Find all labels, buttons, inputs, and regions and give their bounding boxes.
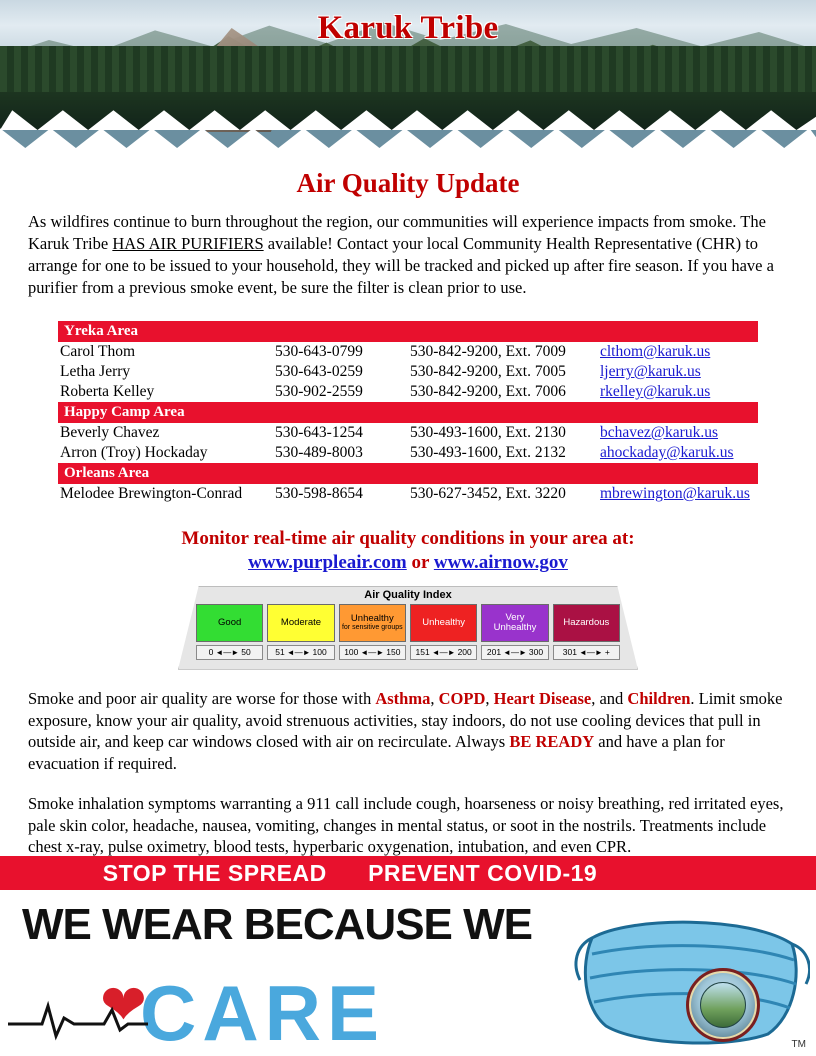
contact-name: Roberta Kelley — [60, 382, 155, 400]
covid-prevent-word: PREVENT — [368, 860, 481, 886]
aqi-category-label: Unhealthy — [350, 613, 394, 625]
para2-text-c: , — [485, 688, 494, 708]
aqi-category-row — [196, 604, 620, 642]
chr-contact-table — [58, 321, 758, 504]
seal-inner-emblem — [700, 982, 746, 1028]
section-header-orleans — [58, 463, 758, 484]
aqi-category-label: Good — [218, 616, 242, 628]
aqi-category-sublabel: for sensitive groups — [341, 624, 403, 632]
intro-text-part1: As wildfires continue to burn throughout the region, our communities will experience impacts from smoke. The Karuk Tribe — [28, 212, 766, 253]
aqi-category-label: Very Unhealthy — [493, 611, 537, 633]
para2-text-e: . Limit smoke exposure, know your air quality, avoid strenuous activities, stay indoors, do not use cooling devices that pull in outside air, and keep car windows closed with air on recirculate. Always — [28, 688, 783, 752]
contact-phone-office: 530-493-1600, Ext. 2132 — [410, 443, 566, 461]
contact-email-cell[interactable] — [598, 443, 758, 463]
aqi-range-start: 151 — [415, 647, 430, 658]
contact-email-cell[interactable] — [598, 382, 758, 402]
purpleair-link[interactable]: www.purpleair.com — [248, 551, 407, 573]
table-row — [58, 423, 758, 443]
condition-children: Children — [627, 688, 691, 708]
health-risk-paragraph — [28, 688, 788, 775]
contact-phone-office: 530-493-1600, Ext. 2130 — [410, 423, 566, 441]
contact-email-link[interactable]: ljerry@karuk.us — [600, 362, 701, 380]
page-title: Air Quality Update — [296, 168, 520, 198]
contact-name: Beverly Chavez — [60, 423, 160, 441]
section-header-happy-camp — [58, 402, 758, 423]
contact-email-link[interactable]: rkelley@karuk.us — [600, 382, 711, 400]
aqi-category-good — [196, 604, 263, 642]
contact-email-cell[interactable] — [598, 484, 758, 504]
range-arrow-icon: ◄—► — [360, 647, 385, 657]
monitor-conjunction: or — [406, 551, 434, 573]
be-ready-callout: BE READY — [509, 732, 595, 752]
aqi-category-label: Moderate — [280, 616, 322, 628]
aqi-category-very-unhealthy — [481, 604, 548, 642]
table-row — [58, 443, 758, 463]
contact-phone-primary: 530-643-1254 — [275, 423, 363, 441]
contact-phone-office: 530-842-9200, Ext. 7009 — [410, 342, 566, 360]
aqi-range-unhealthy — [410, 645, 477, 660]
covid-footer-banner — [0, 856, 816, 1056]
contact-phone-office: 530-842-9200, Ext. 7006 — [410, 382, 566, 400]
para2-text-b: , — [430, 688, 439, 708]
intro-text-part2: available! Contact your local Community Health Representative (CHR) to arrange for one to be issued to your household, they will be tracked and picked up after fire season. If you have a purifier from a previous smoke event, be sure the filter is clean prior to use. — [28, 233, 774, 297]
monitor-heading: Monitor real-time air quality conditions in your area at: — [181, 527, 635, 549]
contact-name: Arron (Troy) Hockaday — [60, 443, 208, 461]
range-arrow-icon: ◄—► — [578, 647, 603, 657]
condition-asthma: Asthma — [375, 688, 431, 708]
trademark-mark: TM — [791, 1039, 806, 1050]
aqi-range-end: 50 — [241, 647, 251, 658]
aqi-range-good — [196, 645, 263, 660]
air-quality-index-widget — [178, 586, 638, 670]
aqi-range-end: + — [604, 647, 610, 658]
aqi-title: Air Quality Index — [364, 588, 452, 601]
section-header-label: Yreka Area — [58, 321, 758, 342]
condition-copd: COPD — [438, 688, 486, 708]
we-wear-because-we-text: WE WEAR BECAUSE WE — [22, 900, 532, 949]
aqi-category-unhealthy-sensitive — [339, 604, 406, 642]
covid-stop-word: STOP — [102, 860, 167, 886]
aqi-category-unhealthy — [410, 604, 477, 642]
karuk-tribe-seal — [686, 968, 760, 1042]
table-row — [58, 342, 758, 362]
contact-email-link[interactable]: bchavez@karuk.us — [600, 423, 718, 441]
aqi-category-moderate — [267, 604, 334, 642]
contact-table-body — [58, 321, 758, 504]
aqi-range-very-unhealthy — [481, 645, 548, 660]
table-row — [58, 382, 758, 402]
tribe-title: Karuk Tribe — [317, 10, 499, 46]
contact-name: Carol Thom — [60, 342, 136, 360]
contact-phone-primary: 530-643-0259 — [275, 362, 363, 380]
aqi-range-end: 100 — [312, 647, 327, 658]
section-header-label: Happy Camp Area — [58, 402, 758, 423]
ekg-line-icon — [8, 996, 148, 1042]
range-arrow-icon: ◄—► — [215, 647, 240, 657]
contact-email-cell[interactable] — [598, 342, 758, 362]
contact-email-link[interactable]: clthom@karuk.us — [600, 342, 711, 360]
covid-slogan — [0, 860, 700, 887]
contact-phone-office: 530-627-3452, Ext. 3220 — [410, 484, 566, 502]
face-mask-icon — [570, 898, 810, 1048]
contact-phone-office: 530-842-9200, Ext. 7005 — [410, 362, 566, 380]
contact-name: Letha Jerry — [60, 362, 131, 380]
para2-text-d: , and — [591, 688, 628, 708]
aqi-range-start: 201 — [486, 647, 502, 658]
covid-covid19: COVID-19 — [480, 860, 598, 886]
care-text: CARE — [140, 969, 386, 1056]
aqi-category-label: Hazardous — [563, 616, 610, 628]
airnow-link[interactable]: www.airnow.gov — [433, 551, 568, 573]
aqi-range-unhealthy-sensitive — [339, 645, 406, 660]
aqi-category-hazardous — [553, 604, 620, 642]
aqi-range-end: 150 — [386, 647, 401, 658]
condition-heart-disease: Heart Disease — [493, 688, 592, 708]
aqi-range-start: 51 — [275, 647, 285, 658]
contact-email-link[interactable]: mbrewington@karuk.us — [600, 484, 750, 502]
range-arrow-icon: ◄—► — [503, 647, 527, 657]
covid-the-spread: THE SPREAD — [166, 860, 327, 886]
contact-phone-primary: 530-902-2559 — [275, 382, 363, 400]
covid-red-bar — [0, 856, 816, 890]
aqi-range-start: 301 — [562, 647, 577, 658]
contact-email-cell[interactable] — [598, 362, 758, 382]
header-banner — [0, 0, 816, 148]
para2-text-a: Smoke and poor air quality are worse for those with — [28, 688, 376, 708]
intro-highlight-air-purifiers: HAS AIR PURIFIERS — [112, 233, 264, 253]
aqi-range-moderate — [267, 645, 334, 660]
aqi-range-start: 0 — [208, 647, 214, 658]
section-header-yreka — [58, 321, 758, 342]
aqi-category-label: Unhealthy — [422, 616, 466, 628]
range-arrow-icon: ◄—► — [286, 647, 311, 657]
aqi-range-start: 100 — [344, 647, 359, 658]
table-row — [58, 484, 758, 504]
contact-email-link[interactable]: ahockaday@karuk.us — [600, 443, 734, 461]
intro-paragraph — [28, 211, 788, 299]
aqi-range-row — [196, 645, 620, 660]
aqi-range-hazardous — [553, 645, 620, 660]
monitor-links — [0, 552, 816, 574]
heart-icon: ❤ — [100, 975, 147, 1037]
contact-email-cell[interactable] — [598, 423, 758, 443]
section-header-label: Orleans Area — [58, 463, 758, 484]
contact-phone-primary: 530-643-0799 — [275, 342, 363, 360]
contact-phone-primary: 530-598-8654 — [275, 484, 363, 502]
table-row — [58, 362, 758, 382]
aqi-range-end: 200 — [457, 647, 472, 658]
aqi-range-end: 300 — [528, 647, 544, 658]
contact-phone-primary: 530-489-8003 — [275, 443, 363, 461]
range-arrow-icon: ◄—► — [431, 647, 456, 657]
contact-name: Melodee Brewington-Conrad — [60, 484, 243, 502]
symptoms-paragraph: Smoke inhalation symptoms warranting a 911 call include cough, hoarseness or noisy breathing, red irritated eyes, pale skin color, headache, nausea, vomiting, changes in mental status, or soot in the nostrils. Treatments include chest x-ray, pulse oximetry, blood tests, hyperbaric oxygenation, intubation, and even CPR. — [28, 793, 784, 857]
para2-text-f: and have a plan for evacuation if required. — [28, 732, 725, 774]
